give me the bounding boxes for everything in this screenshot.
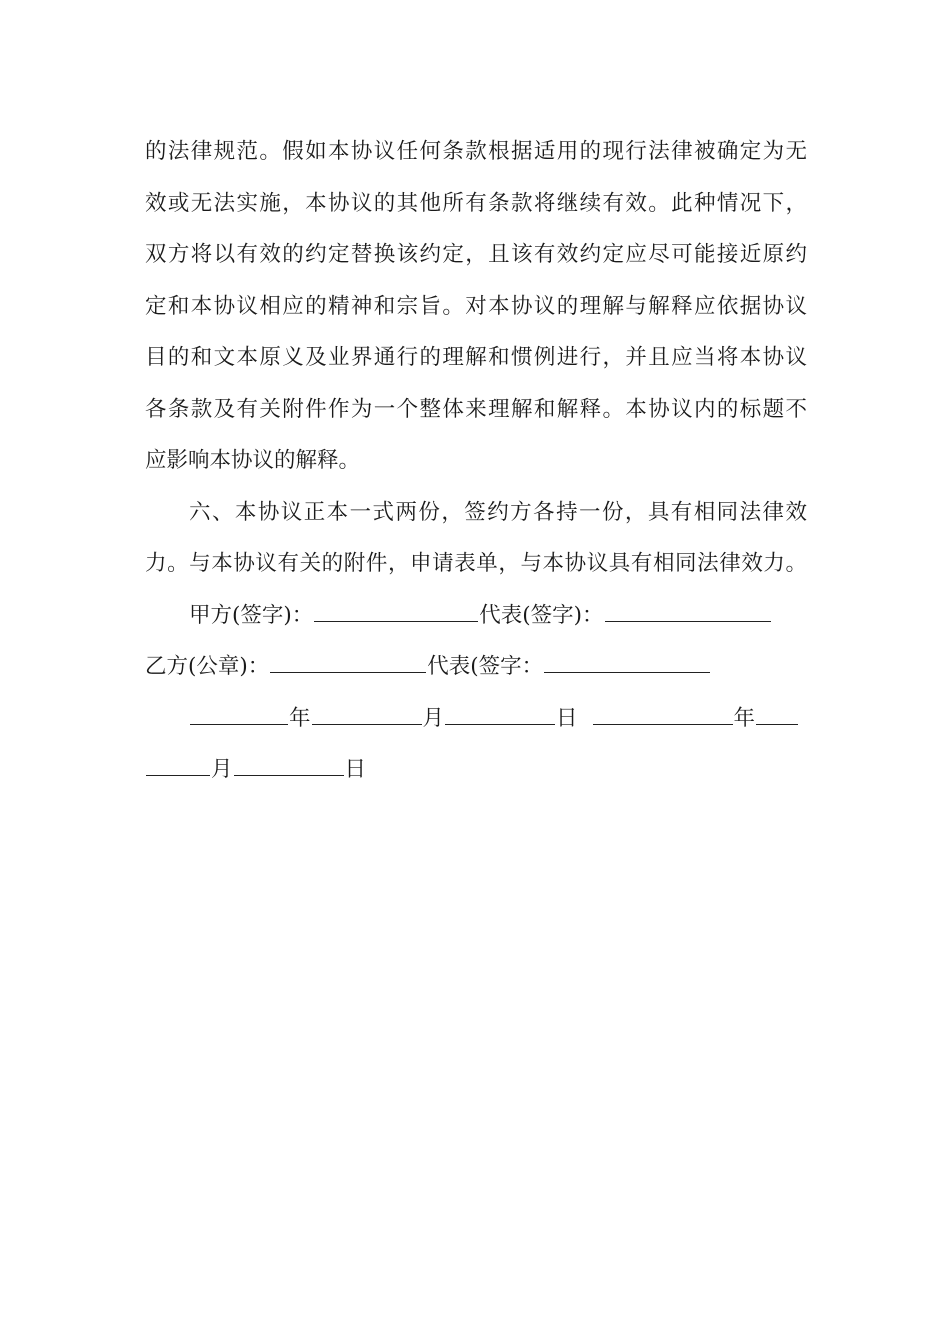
day-label: 日: [344, 757, 367, 782]
party-b-rep-label: 代表(签字：: [427, 654, 544, 679]
party-a-rep-signature-blank[interactable]: [605, 603, 771, 622]
paragraph-6: [145, 487, 807, 590]
paragraph-line: 效或无法实施，本协议的其他所有条款将继续有效。此种情况下，: [145, 190, 807, 216]
party-a-label: 甲方(签字)：: [189, 602, 314, 628]
party-a-signature-blank[interactable]: [314, 603, 478, 622]
month-blank-start[interactable]: [756, 706, 798, 725]
party-b-seal-blank[interactable]: [270, 654, 426, 673]
paragraph-line: 力。与本协议有关的附件，申请表单，与本协议具有相同法律效力。: [145, 551, 807, 576]
date-row-1: [145, 693, 807, 745]
paragraph-line: 的法律规范。假如本协议任何条款根据适用的现行法律被确定为无: [145, 139, 807, 164]
paragraph-line: 双方将以有效的约定替换该约定，且该有效约定应尽可能接近原约: [145, 242, 807, 267]
year-label: 年: [733, 705, 756, 731]
day-blank[interactable]: [234, 757, 344, 776]
paragraph-line: 定和本协议相应的精神和宗旨。对本协议的理解与解释应依据协议: [145, 293, 807, 319]
paragraph-5: [145, 126, 807, 487]
paragraph-line: 六、本协议正本一式两份，签约方各持一份，具有相同法律效: [189, 499, 807, 525]
year-blank[interactable]: [190, 706, 288, 725]
paragraph-line: 目的和文本原义及业界通行的理解和惯例进行，并且应当将本协议: [145, 345, 807, 370]
party-b-label: 乙方(公章)：: [145, 654, 270, 679]
party-a-signature-row: [145, 590, 807, 642]
month-label: 月: [211, 757, 233, 782]
party-a-rep-label: 代表(签字)：: [479, 602, 604, 628]
paragraph-line: 应影响本协议的解释。: [145, 448, 361, 473]
month-label: 月: [422, 705, 445, 731]
party-b-signature-row: [145, 641, 807, 693]
day-label: 日: [556, 705, 578, 731]
month-blank-end[interactable]: [146, 757, 210, 776]
day-blank[interactable]: [445, 706, 555, 725]
month-blank[interactable]: [312, 706, 422, 725]
party-b-rep-signature-blank[interactable]: [544, 654, 710, 673]
year-label: 年: [289, 705, 311, 731]
year-blank[interactable]: [593, 706, 733, 725]
document-body: [145, 126, 807, 796]
paragraph-line: 各条款及有关附件作为一个整体来理解和解释。本协议内的标题不: [145, 396, 807, 422]
date-row-2: [145, 744, 807, 796]
